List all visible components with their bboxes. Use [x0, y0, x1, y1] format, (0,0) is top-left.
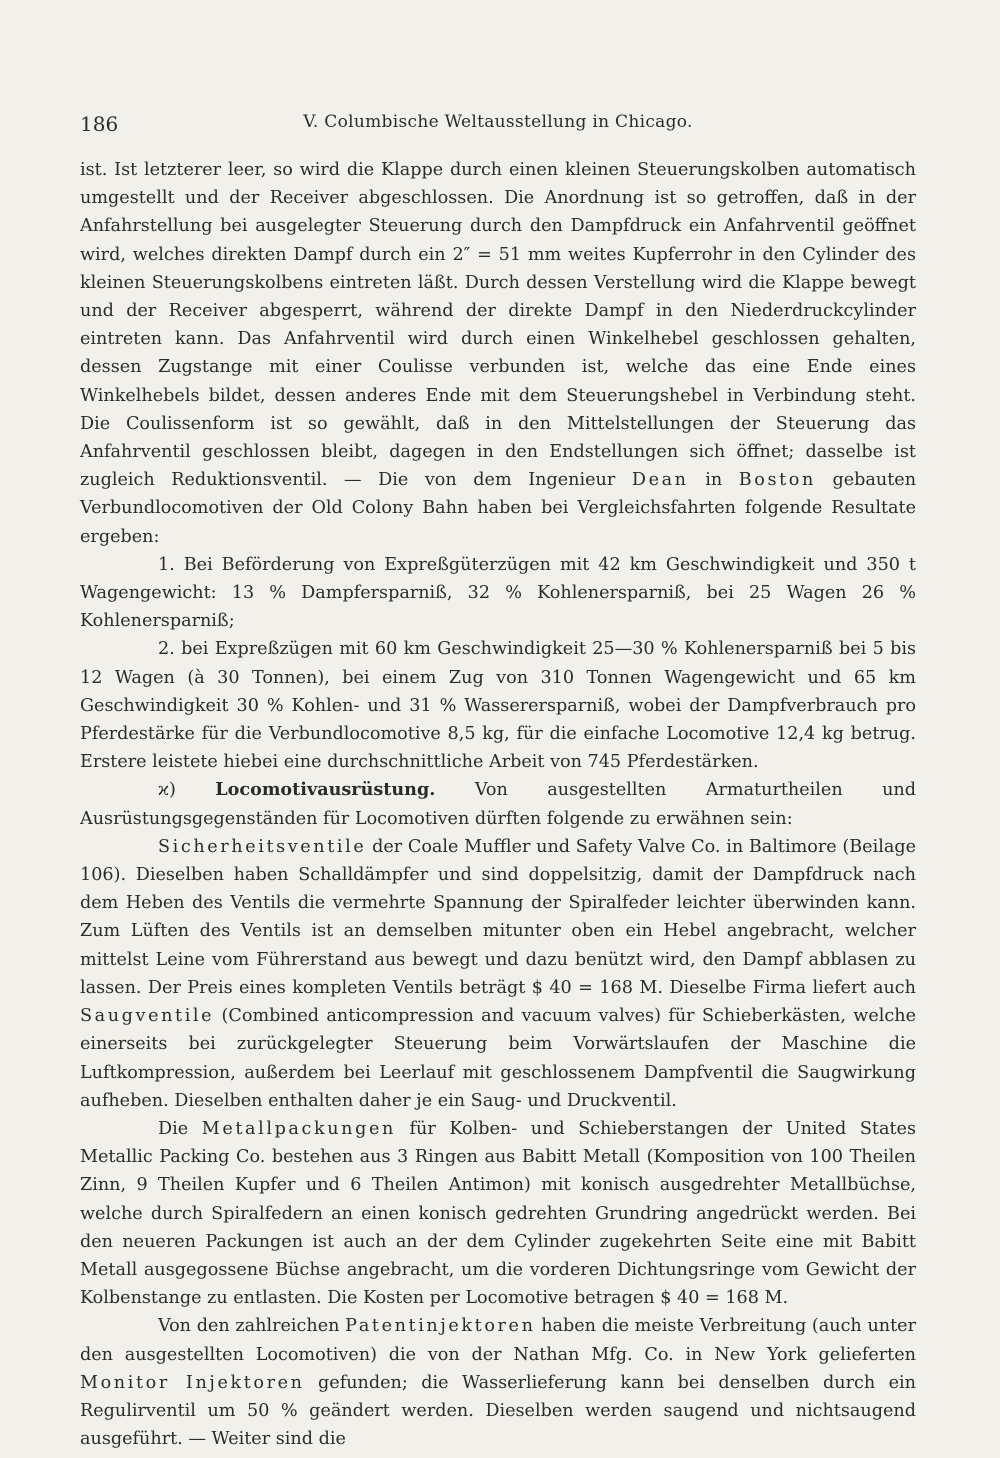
- paragraph-metal-packings: Die Metallpackungen für Kolben- und Schieberstangen der United States Metallic Packing Co. bestehen aus 3 Ringen aus Babitt Metall (Komposition von 100 Theilen Zinn, 9 Theilen Kupfer und 6 Theilen Antimon) mit konisch ausgedrehter Metallbüchse, welche durch Spiralfedern an einen konisch gedrehten Grundring angedrückt werden. Bei den neueren Packungen ist auch an der dem Cylinder zugekehrten Seite eine mit Babitt Metall ausgegossene Büchse angebracht, um die vorderen Dichtungsringe vom Gewicht der Kolbenstange zu entlasten. Die Kosten per Locomotive betragen $ 40 = 168 M.: [80, 1118, 916, 1309]
- paragraph-result-2: 2. bei Expreßzügen mit 60 km Geschwindigkeit 25—30 % Kohlenersparniß bei 5 bis 12 Wagen (à 30 Tonnen), bei einem Zug von 310 Tonnen Wagengewicht und 65 km Geschwindigkeit 30 % Kohlen- und 31 % Wasserersparniß, wobei der Dampfverbrauch pro Pferdestärke für die Verbundlocomotive 8,5 kg, für die einfache Locomotive 12,4 kg betrug. Erstere leistete hiebei eine durchschnittliche Arbeit von 745 Pferdestärken.: [80, 639, 916, 773]
- paragraph-result-1: 1. Bei Beförderung von Expreßgüterzügen mit 42 km Geschwindigkeit und 350 t Wagengewicht: 13 % Dampfersparniß, 32 % Kohlenersparniß, bei 25 Wagen 26 % Kohlenersparniß;: [80, 554, 916, 632]
- section-equipment: ϰ) Locomotivausrüstung. Von ausgestellten Armaturtheilen und Ausrüstungsgegenständen für Locomotiven dürften folgende zu erwähnen sein:: [80, 779, 917, 829]
- term-suction-valves: Saugventile: [80, 1006, 215, 1027]
- city-name: Boston: [738, 470, 816, 491]
- term-monitor-injectors: Monitor Injektoren: [80, 1372, 305, 1393]
- section-heading: Locomotivausrüstung.: [215, 779, 436, 801]
- engineer-name: Dean: [631, 470, 689, 491]
- paragraph-safety-valves: Sicherheitsventile der Coale Muffler und Safety Valve Co. in Baltimore (Beilage 106). Dieselben haben Schalldämpfer und sind doppelsitzig, damit der Dampfdruck nach dem Heben des Ventils die vermehrte Spannung der Spiralfeder leichter überwinden kann. Zum Lüften des Ventils ist an demselben mitunter oben ein Hebel angebracht, welcher mittelst Leine vom Führerstand aus bewegt und dazu benützt wird, den Dampf abblasen zu lassen. Der Preis eines kompleten Ventils beträgt $ 40 = 168 M. Dieselbe Firma liefert auch Saugventile (Combined anticompression and vacuum valves) für Schieberkästen, welche einerseits bei zurückgelegter Steuerung beim Vorwärtslaufen der Maschine die Luftkompression, außerdem bei Leerlauf mit geschlossenem Dampfventil die Saugwirkung aufheben. Dieselben enthalten daher je ein Saug- und Druckventil.: [80, 836, 917, 1111]
- page-number: 186: [80, 112, 119, 136]
- page-header: [80, 112, 916, 144]
- term-safety-valves: Sicherheitsventile: [158, 836, 367, 857]
- running-head: V. Columbische Weltausstellung in Chicago.: [303, 112, 693, 132]
- section-label: ϰ): [158, 780, 176, 801]
- term-patent-injectors: Patentinjektoren: [345, 1316, 536, 1337]
- term-metal-packings: Metallpackungen: [201, 1118, 396, 1139]
- paragraph-injectors: Von den zahlreichen Patentinjektoren haben die meiste Verbreitung (auch unter den ausgestellten Locomotiven) die von der Nathan Mfg. Co. in New York gelieferten Monitor Injektoren gefunden; die Wasserlieferung kann bei denselben durch ein Regulirventil um 50 % geändert werden. Dieselben werden saugend und nichtsaugend ausgeführt. — Weiter sind die: [80, 1316, 917, 1450]
- body-text: [80, 156, 916, 1453]
- paragraph-1: ist. Ist letzterer leer, so wird die Klappe durch einen kleinen Steuerungskolben automatisch umgestellt und der Receiver abgeschlossen. Die Anordnung ist so getroffen, daß in der Anfahrstellung bei ausgelegter Steuerung durch den Dampfdruck ein Anfahrventil geöffnet wird, welches direkten Dampf durch ein 2″ = 51 mm weites Kupferrohr in den Cylinder des kleinen Steuerungskolbens eintreten läßt. Durch dessen Verstellung wird die Klappe bewegt und der Receiver abgesperrt, während der direkte Dampf in den Niederdruckcylinder eintreten kann. Das Anfahrventil wird durch einen Winkelhebel geschlossen gehalten, dessen Zugstange mit einer Coulisse verbunden ist, welche das eine Ende eines Winkelhebels bildet, dessen anderes Ende mit dem Steuerungshebel in Verbindung steht. Die Coulissenform ist so gewählt, daß in den Mittelstellungen der Steuerung das Anfahrventil geschlossen bleibt, dagegen in den Endstellungen sich öffnet; dasselbe ist zugleich Reduktionsventil. — Die von dem Ingenieur Dean in Boston gebauten Verbundlocomotiven der Old Colony Bahn haben bei Vergleichsfahrten folgende Resultate ergeben:: [80, 160, 917, 547]
